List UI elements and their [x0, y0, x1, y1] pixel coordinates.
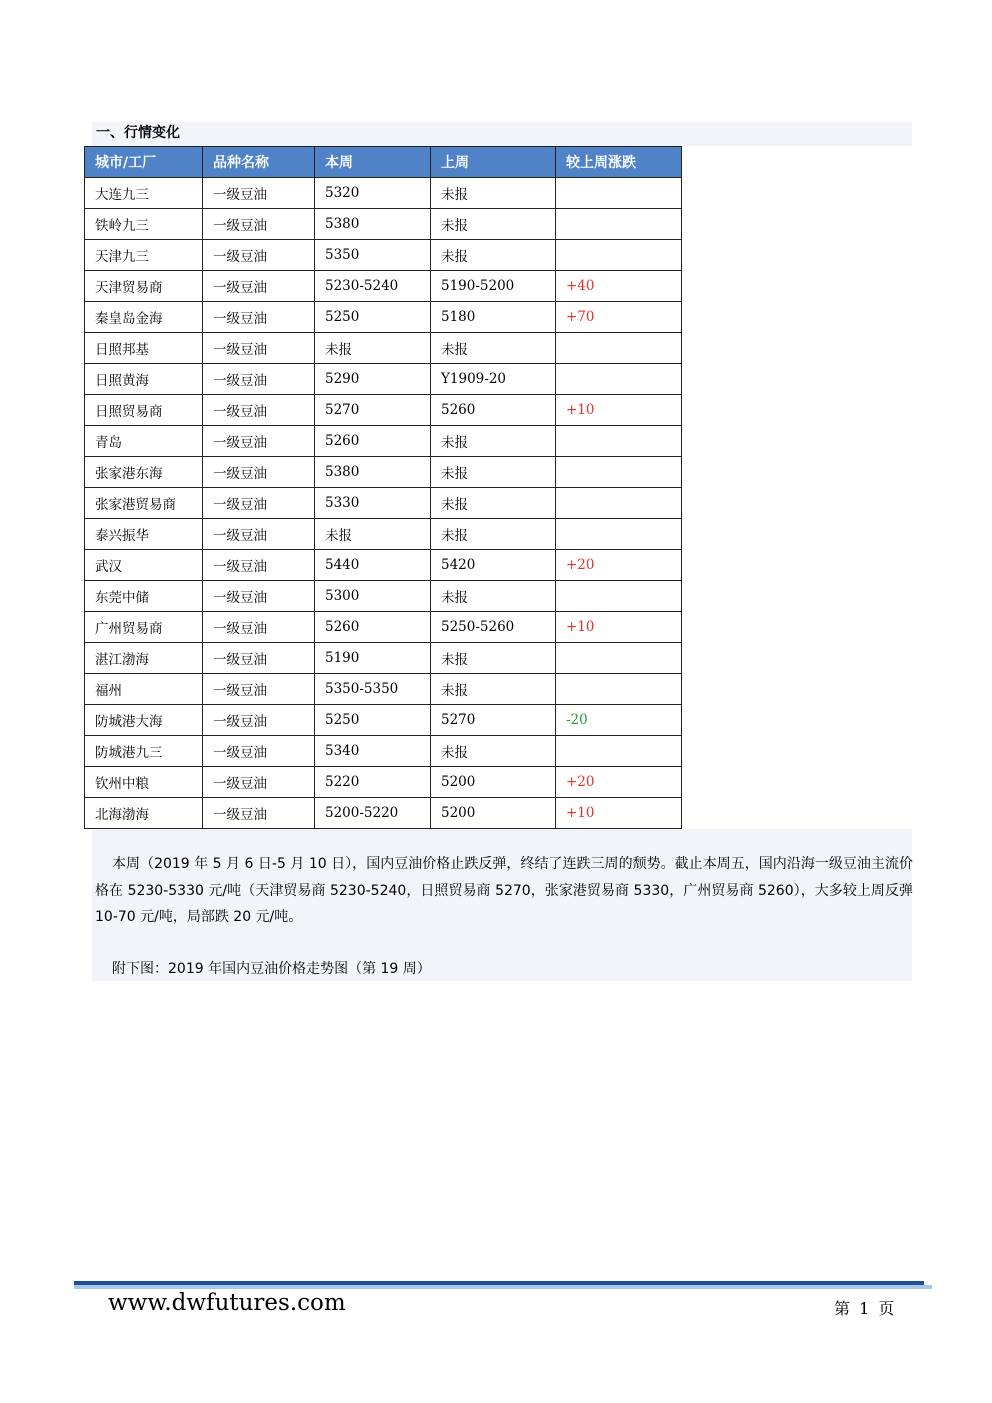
cell-city: 日照贸易商 — [85, 395, 203, 426]
cell-variety: 一级豆油 — [203, 798, 315, 829]
cell-last-week: 未报 — [431, 333, 556, 364]
summary-paragraph: 本周（2019 年 5 月 6 日-5 月 10 日），国内豆油价格止跌反弹，终结了连跌三周的颓势。截止本周五，国内沿海一级豆油主流价格在 5230-5330 元/吨（天津贸易商 5230-5240，日照贸易商 5270，张家港贸易商 5330，广州贸易商 5260），大多较上周反弹 10-70 元/吨，局部跌 20 元/吨。 — [95, 856, 913, 925]
cell-this-week: 5260 — [315, 426, 431, 457]
cell-variety: 一级豆油 — [203, 643, 315, 674]
cell-change — [556, 240, 682, 271]
cell-change — [556, 426, 682, 457]
cell-city: 张家港贸易商 — [85, 488, 203, 519]
cell-this-week: 5320 — [315, 178, 431, 209]
cell-variety: 一级豆油 — [203, 426, 315, 457]
cell-last-week: 未报 — [431, 519, 556, 550]
table-row — [85, 581, 682, 612]
cell-change: +10 — [556, 612, 682, 643]
table-row — [85, 674, 682, 705]
cell-change: +10 — [556, 395, 682, 426]
cell-change: -20 — [556, 705, 682, 736]
table-row — [85, 612, 682, 643]
table-row — [85, 488, 682, 519]
cell-this-week: 5270 — [315, 395, 431, 426]
table-row — [85, 302, 682, 333]
cell-this-week: 5230-5240 — [315, 271, 431, 302]
appendix-note: 附下图：2019 年国内豆油价格走势图（第 19 周） — [112, 961, 431, 977]
cell-this-week: 5300 — [315, 581, 431, 612]
cell-city: 铁岭九三 — [85, 209, 203, 240]
cell-last-week: 5190-5200 — [431, 271, 556, 302]
cell-last-week: 未报 — [431, 736, 556, 767]
cell-variety: 一级豆油 — [203, 240, 315, 271]
cell-this-week: 5250 — [315, 705, 431, 736]
cell-last-week: 未报 — [431, 240, 556, 271]
table-row — [85, 209, 682, 240]
cell-variety: 一级豆油 — [203, 550, 315, 581]
cell-variety: 一级豆油 — [203, 488, 315, 519]
cell-this-week: 5380 — [315, 209, 431, 240]
table-row — [85, 550, 682, 581]
cell-variety: 一级豆油 — [203, 519, 315, 550]
cell-change — [556, 736, 682, 767]
cell-change — [556, 209, 682, 240]
table-row — [85, 643, 682, 674]
cell-this-week: 5340 — [315, 736, 431, 767]
cell-city: 天津九三 — [85, 240, 203, 271]
cell-city: 青岛 — [85, 426, 203, 457]
cell-variety: 一级豆油 — [203, 736, 315, 767]
cell-city: 日照黄海 — [85, 364, 203, 395]
column-header-last-week: 上周 — [431, 147, 556, 178]
page-number: 第 1 页 — [834, 1299, 895, 1318]
cell-city: 广州贸易商 — [85, 612, 203, 643]
cell-variety: 一级豆油 — [203, 705, 315, 736]
cell-city: 防城港大海 — [85, 705, 203, 736]
cell-this-week: 5350-5350 — [315, 674, 431, 705]
cell-city: 钦州中粮 — [85, 767, 203, 798]
table-row — [85, 271, 682, 302]
cell-change — [556, 364, 682, 395]
cell-variety: 一级豆油 — [203, 581, 315, 612]
cell-this-week: 未报 — [315, 333, 431, 364]
price-table — [84, 146, 682, 829]
cell-change — [556, 333, 682, 364]
cell-city: 日照邦基 — [85, 333, 203, 364]
table-row — [85, 364, 682, 395]
table-row — [85, 395, 682, 426]
section-title: 一、行情变化 — [92, 122, 912, 146]
cell-variety: 一级豆油 — [203, 612, 315, 643]
column-header-variety: 品种名称 — [203, 147, 315, 178]
cell-city: 天津贸易商 — [85, 271, 203, 302]
cell-last-week: Y1909-20 — [431, 364, 556, 395]
table-row — [85, 178, 682, 209]
cell-this-week: 5290 — [315, 364, 431, 395]
cell-last-week: 未报 — [431, 426, 556, 457]
cell-last-week: 5250-5260 — [431, 612, 556, 643]
cell-change: +20 — [556, 550, 682, 581]
cell-last-week: 5270 — [431, 705, 556, 736]
footer-website: www.dwfutures.com — [108, 1290, 346, 1316]
cell-city: 福州 — [85, 674, 203, 705]
cell-this-week: 未报 — [315, 519, 431, 550]
column-header-change: 较上周涨跌 — [556, 147, 682, 178]
cell-change: +70 — [556, 302, 682, 333]
cell-variety: 一级豆油 — [203, 178, 315, 209]
table-row — [85, 767, 682, 798]
cell-change — [556, 488, 682, 519]
cell-change — [556, 178, 682, 209]
cell-last-week: 5200 — [431, 798, 556, 829]
table-row — [85, 519, 682, 550]
cell-city: 秦皇岛金海 — [85, 302, 203, 333]
cell-last-week: 5180 — [431, 302, 556, 333]
cell-last-week: 未报 — [431, 643, 556, 674]
cell-variety: 一级豆油 — [203, 674, 315, 705]
column-header-city: 城市/工厂 — [85, 147, 203, 178]
cell-this-week: 5330 — [315, 488, 431, 519]
cell-change: +40 — [556, 271, 682, 302]
cell-change — [556, 674, 682, 705]
table-row — [85, 798, 682, 829]
cell-last-week: 未报 — [431, 209, 556, 240]
cell-variety: 一级豆油 — [203, 364, 315, 395]
cell-this-week: 5380 — [315, 457, 431, 488]
cell-city: 武汉 — [85, 550, 203, 581]
cell-this-week: 5220 — [315, 767, 431, 798]
cell-last-week: 5420 — [431, 550, 556, 581]
cell-last-week: 5260 — [431, 395, 556, 426]
cell-this-week: 5250 — [315, 302, 431, 333]
cell-this-week: 5200-5220 — [315, 798, 431, 829]
cell-this-week: 5440 — [315, 550, 431, 581]
cell-variety: 一级豆油 — [203, 302, 315, 333]
cell-last-week: 未报 — [431, 488, 556, 519]
table-row — [85, 457, 682, 488]
cell-change — [556, 457, 682, 488]
cell-variety: 一级豆油 — [203, 333, 315, 364]
cell-this-week: 5350 — [315, 240, 431, 271]
cell-city: 大连九三 — [85, 178, 203, 209]
cell-variety: 一级豆油 — [203, 395, 315, 426]
cell-change: +10 — [556, 798, 682, 829]
cell-this-week: 5260 — [315, 612, 431, 643]
table-row — [85, 333, 682, 364]
cell-city: 东莞中储 — [85, 581, 203, 612]
cell-variety: 一级豆油 — [203, 767, 315, 798]
cell-last-week: 未报 — [431, 178, 556, 209]
cell-variety: 一级豆油 — [203, 271, 315, 302]
footer-divider-accent — [74, 1285, 932, 1289]
cell-city: 防城港九三 — [85, 736, 203, 767]
cell-city: 北海渤海 — [85, 798, 203, 829]
column-header-this-week: 本周 — [315, 147, 431, 178]
cell-city: 湛江渤海 — [85, 643, 203, 674]
cell-last-week: 5200 — [431, 767, 556, 798]
cell-last-week: 未报 — [431, 581, 556, 612]
table-row — [85, 426, 682, 457]
cell-last-week: 未报 — [431, 457, 556, 488]
cell-change — [556, 643, 682, 674]
cell-city: 张家港东海 — [85, 457, 203, 488]
cell-variety: 一级豆油 — [203, 209, 315, 240]
cell-change: +20 — [556, 767, 682, 798]
cell-variety: 一级豆油 — [203, 457, 315, 488]
table-row — [85, 736, 682, 767]
cell-change — [556, 581, 682, 612]
table-body — [85, 178, 682, 829]
cell-this-week: 5190 — [315, 643, 431, 674]
table-header-row — [85, 147, 682, 178]
cell-change — [556, 519, 682, 550]
table-row — [85, 705, 682, 736]
cell-city: 泰兴振华 — [85, 519, 203, 550]
cell-last-week: 未报 — [431, 674, 556, 705]
table-row — [85, 240, 682, 271]
